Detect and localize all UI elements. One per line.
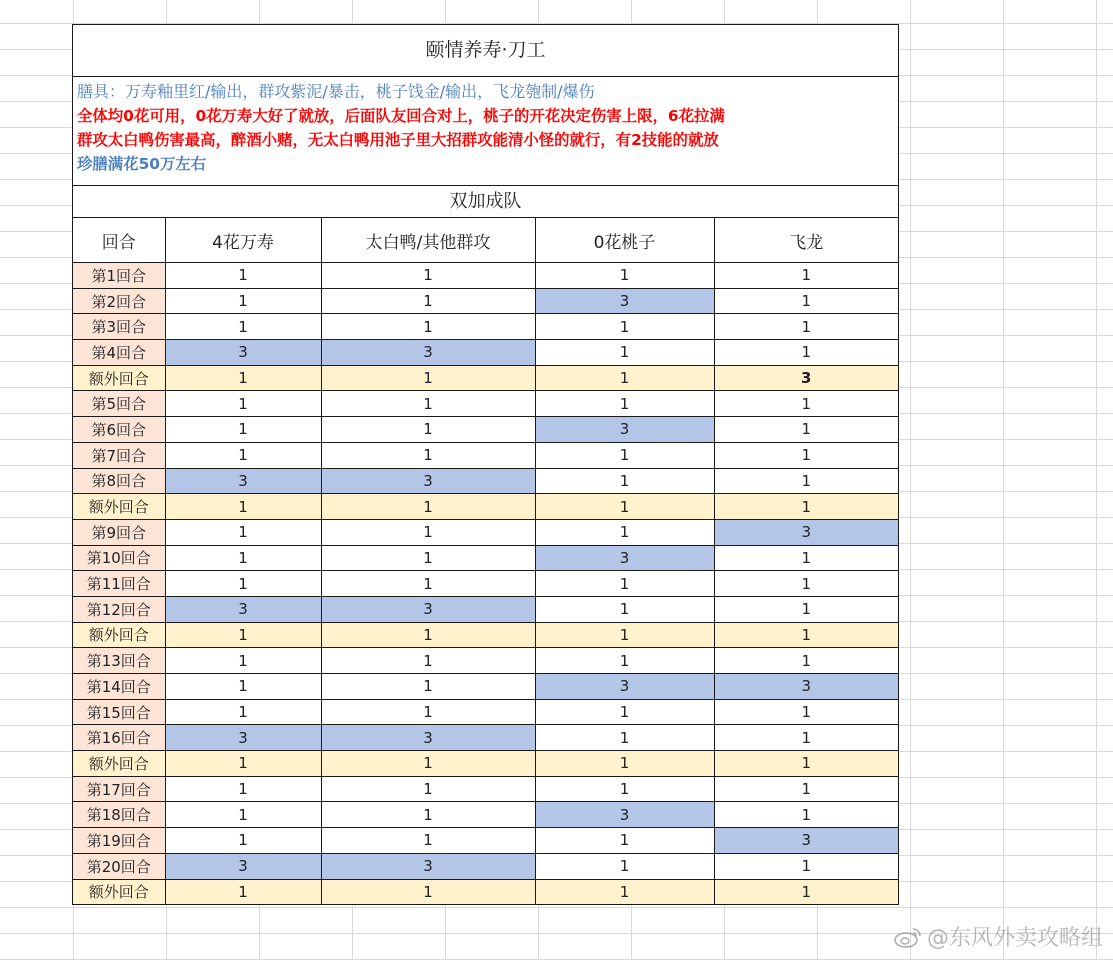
round-label-cell[interactable]: 额外回合 — [73, 494, 165, 520]
skill-cell[interactable]: 1 — [535, 442, 714, 468]
skill-cell[interactable]: 1 — [321, 802, 535, 828]
skill-cell[interactable]: 1 — [535, 519, 714, 545]
round-row — [73, 853, 898, 879]
weibo-logo-icon — [893, 926, 923, 948]
round-label-cell[interactable]: 第20回合 — [73, 853, 165, 879]
skill-cell[interactable]: 3 — [714, 519, 898, 545]
skill-cell[interactable]: 1 — [535, 853, 714, 879]
extra-round-row — [73, 622, 898, 648]
header-round[interactable]: 回合 — [73, 218, 165, 263]
skill-cell[interactable]: 1 — [714, 751, 898, 777]
skill-cell[interactable]: 1 — [321, 365, 535, 391]
round-row — [73, 442, 898, 468]
skill-cell[interactable]: 1 — [165, 545, 321, 571]
skill-cell[interactable]: 1 — [714, 596, 898, 622]
skill-cell[interactable]: 1 — [165, 391, 321, 417]
notes-cell[interactable] — [73, 77, 898, 186]
skill-cell[interactable]: 3 — [165, 468, 321, 494]
skill-cell[interactable]: 1 — [165, 828, 321, 854]
skill-cell[interactable]: 1 — [165, 879, 321, 904]
skill-cell[interactable]: 3 — [714, 674, 898, 700]
round-label-cell[interactable]: 第16回合 — [73, 725, 165, 751]
skill-cell[interactable]: 3 — [535, 417, 714, 443]
skill-cell[interactable]: 3 — [321, 596, 535, 622]
skill-cell[interactable]: 3 — [535, 545, 714, 571]
skill-cell[interactable]: 1 — [714, 263, 898, 289]
header-row — [73, 218, 898, 263]
skill-cell[interactable]: 1 — [535, 828, 714, 854]
round-row — [73, 314, 898, 340]
skill-cell[interactable]: 3 — [714, 365, 898, 391]
round-row — [73, 725, 898, 751]
skill-cell[interactable]: 1 — [165, 442, 321, 468]
round-row — [73, 802, 898, 828]
round-label-cell[interactable]: 第13回合 — [73, 648, 165, 674]
round-row — [73, 519, 898, 545]
skill-cell[interactable]: 1 — [165, 802, 321, 828]
skill-cell[interactable]: 1 — [535, 699, 714, 725]
skill-cell[interactable]: 1 — [535, 391, 714, 417]
round-row — [73, 699, 898, 725]
skill-cell[interactable]: 1 — [321, 545, 535, 571]
skill-cell[interactable]: 1 — [535, 648, 714, 674]
extra-round-row — [73, 879, 898, 904]
skill-cell[interactable]: 1 — [535, 468, 714, 494]
round-label-cell[interactable]: 第2回合 — [73, 288, 165, 314]
skill-cell[interactable]: 3 — [165, 596, 321, 622]
round-row — [73, 263, 898, 289]
spreadsheet-table — [72, 24, 899, 905]
round-label-cell[interactable]: 第12回合 — [73, 596, 165, 622]
skill-cell[interactable]: 3 — [535, 288, 714, 314]
skill-cell[interactable]: 1 — [165, 365, 321, 391]
skill-cell[interactable]: 1 — [165, 288, 321, 314]
round-label-cell[interactable]: 第3回合 — [73, 314, 165, 340]
round-label-cell[interactable]: 第11回合 — [73, 571, 165, 597]
skill-cell[interactable]: 1 — [321, 571, 535, 597]
skill-cell[interactable]: 1 — [714, 648, 898, 674]
extra-round-row — [73, 365, 898, 391]
round-label-cell[interactable]: 第10回合 — [73, 545, 165, 571]
round-label-cell[interactable]: 额外回合 — [73, 622, 165, 648]
skill-cell[interactable]: 3 — [321, 340, 535, 366]
skill-cell[interactable]: 1 — [321, 288, 535, 314]
skill-cell[interactable]: 1 — [714, 494, 898, 520]
round-label-cell[interactable]: 额外回合 — [73, 365, 165, 391]
round-row — [73, 571, 898, 597]
skill-cell[interactable]: 1 — [321, 519, 535, 545]
round-label-cell[interactable]: 第18回合 — [73, 802, 165, 828]
round-row — [73, 674, 898, 700]
round-label-cell[interactable]: 额外回合 — [73, 879, 165, 904]
round-label-cell[interactable]: 第15回合 — [73, 699, 165, 725]
round-row — [73, 288, 898, 314]
round-row — [73, 417, 898, 443]
skill-cell[interactable]: 3 — [165, 853, 321, 879]
skill-cell[interactable]: 1 — [321, 263, 535, 289]
round-label-cell[interactable]: 第8回合 — [73, 468, 165, 494]
skill-cell[interactable]: 1 — [535, 596, 714, 622]
skill-cell[interactable]: 1 — [321, 776, 535, 802]
skill-cell[interactable]: 1 — [714, 725, 898, 751]
round-row — [73, 468, 898, 494]
skill-cell[interactable]: 1 — [321, 417, 535, 443]
skill-cell[interactable]: 1 — [714, 468, 898, 494]
round-label-cell[interactable]: 第5回合 — [73, 391, 165, 417]
skill-cell[interactable]: 1 — [165, 519, 321, 545]
skill-cell[interactable]: 1 — [165, 571, 321, 597]
skill-cell[interactable]: 3 — [165, 725, 321, 751]
skill-cell[interactable]: 1 — [321, 442, 535, 468]
skill-cell[interactable]: 1 — [165, 699, 321, 725]
header-taozi[interactable]: 0花桃子 — [535, 218, 714, 263]
skill-cell[interactable]: 3 — [321, 853, 535, 879]
skill-cell[interactable]: 1 — [165, 622, 321, 648]
skill-cell[interactable]: 1 — [714, 776, 898, 802]
skill-cell[interactable]: 1 — [535, 571, 714, 597]
skill-cell[interactable]: 1 — [714, 622, 898, 648]
round-label-cell[interactable]: 额外回合 — [73, 751, 165, 777]
extra-round-row — [73, 494, 898, 520]
score-note: 珍膳满花50万左右 — [77, 155, 207, 173]
round-row — [73, 776, 898, 802]
skill-cell[interactable]: 1 — [321, 391, 535, 417]
skill-cell[interactable]: 1 — [535, 340, 714, 366]
skill-cell[interactable]: 1 — [321, 828, 535, 854]
skill-cell[interactable]: 1 — [714, 288, 898, 314]
round-label-cell[interactable]: 第19回合 — [73, 828, 165, 854]
skill-cell[interactable]: 1 — [714, 417, 898, 443]
skill-cell[interactable]: 1 — [165, 263, 321, 289]
skill-cell[interactable]: 1 — [535, 494, 714, 520]
round-label-cell[interactable]: 第9回合 — [73, 519, 165, 545]
watermark-text: @东风外卖攻略组 — [926, 926, 1103, 951]
round-row — [73, 391, 898, 417]
skill-cell[interactable]: 1 — [165, 494, 321, 520]
skill-cell[interactable]: 3 — [714, 828, 898, 854]
skill-cell[interactable]: 1 — [321, 622, 535, 648]
header-taibaiya[interactable]: 太白鸭/其他群攻 — [321, 218, 535, 263]
skill-cell[interactable]: 1 — [535, 314, 714, 340]
skill-cell[interactable]: 1 — [321, 879, 535, 904]
round-row — [73, 596, 898, 622]
skill-cell[interactable]: 1 — [165, 417, 321, 443]
skill-cell[interactable]: 1 — [321, 699, 535, 725]
skill-cell[interactable]: 1 — [714, 314, 898, 340]
skill-cell[interactable]: 1 — [714, 571, 898, 597]
header-feilong[interactable]: 飞龙 — [714, 218, 898, 263]
round-row — [73, 828, 898, 854]
skill-cell[interactable]: 1 — [165, 314, 321, 340]
round-label-cell[interactable]: 第6回合 — [73, 417, 165, 443]
round-label-cell[interactable]: 第7回合 — [73, 442, 165, 468]
skill-cell[interactable]: 1 — [535, 776, 714, 802]
skill-cell[interactable]: 1 — [714, 879, 898, 904]
round-label-cell[interactable]: 第4回合 — [73, 340, 165, 366]
round-label-cell[interactable]: 第14回合 — [73, 674, 165, 700]
skill-cell[interactable]: 1 — [714, 802, 898, 828]
skill-cell[interactable]: 1 — [714, 853, 898, 879]
skill-cell[interactable]: 1 — [535, 879, 714, 904]
skill-cell[interactable]: 1 — [714, 699, 898, 725]
skill-cell[interactable]: 1 — [535, 622, 714, 648]
skill-cell[interactable]: 3 — [321, 468, 535, 494]
skill-cell[interactable]: 1 — [535, 365, 714, 391]
skill-cell[interactable]: 1 — [321, 751, 535, 777]
skill-cell[interactable]: 3 — [321, 725, 535, 751]
extra-round-row — [73, 751, 898, 777]
skill-cell[interactable]: 1 — [535, 751, 714, 777]
header-wanshou[interactable]: 4花万寿 — [165, 218, 321, 263]
skill-cell[interactable]: 1 — [321, 494, 535, 520]
skill-cell[interactable]: 1 — [714, 442, 898, 468]
sheet-title[interactable]: 颐情养寿·刀工 — [73, 25, 898, 77]
round-label-cell[interactable]: 第17回合 — [73, 776, 165, 802]
skill-cell[interactable]: 1 — [714, 340, 898, 366]
skill-cell[interactable]: 3 — [535, 802, 714, 828]
skill-cell[interactable]: 1 — [165, 648, 321, 674]
skill-cell[interactable]: 3 — [535, 674, 714, 700]
round-row — [73, 340, 898, 366]
round-row — [73, 648, 898, 674]
round-row — [73, 545, 898, 571]
skill-cell[interactable]: 1 — [321, 648, 535, 674]
skill-cell[interactable]: 1 — [714, 391, 898, 417]
skill-cell[interactable]: 1 — [165, 751, 321, 777]
skill-cell[interactable]: 1 — [165, 674, 321, 700]
skill-cell[interactable]: 1 — [535, 263, 714, 289]
round-label-cell[interactable]: 第1回合 — [73, 263, 165, 289]
skill-cell[interactable]: 1 — [321, 314, 535, 340]
skill-cell[interactable]: 1 — [714, 545, 898, 571]
skill-cell[interactable]: 1 — [165, 776, 321, 802]
rotation-table — [73, 218, 898, 904]
watermark — [893, 921, 1103, 952]
strategy-note-line1: 全体均0花可用，0花万寿大好了就放，后面队友回合对上，桃子的开花决定伤害上限，6花拉满 — [77, 107, 725, 125]
skill-cell[interactable]: 1 — [535, 725, 714, 751]
skill-cell[interactable]: 3 — [165, 340, 321, 366]
skill-cell[interactable]: 1 — [321, 674, 535, 700]
team-subtitle[interactable]: 双加成队 — [73, 186, 898, 218]
strategy-note-line2: 群攻太白鸭伤害最高，醉酒小赌，无太白鸭用池子里大招群攻能清小怪的就行，有2技能的就放 — [77, 131, 719, 149]
gear-note: 膳具：万寿釉里红/输出，群攻紫泥/暴击，桃子饯金/输出，飞龙匏制/爆伤 — [77, 82, 595, 101]
